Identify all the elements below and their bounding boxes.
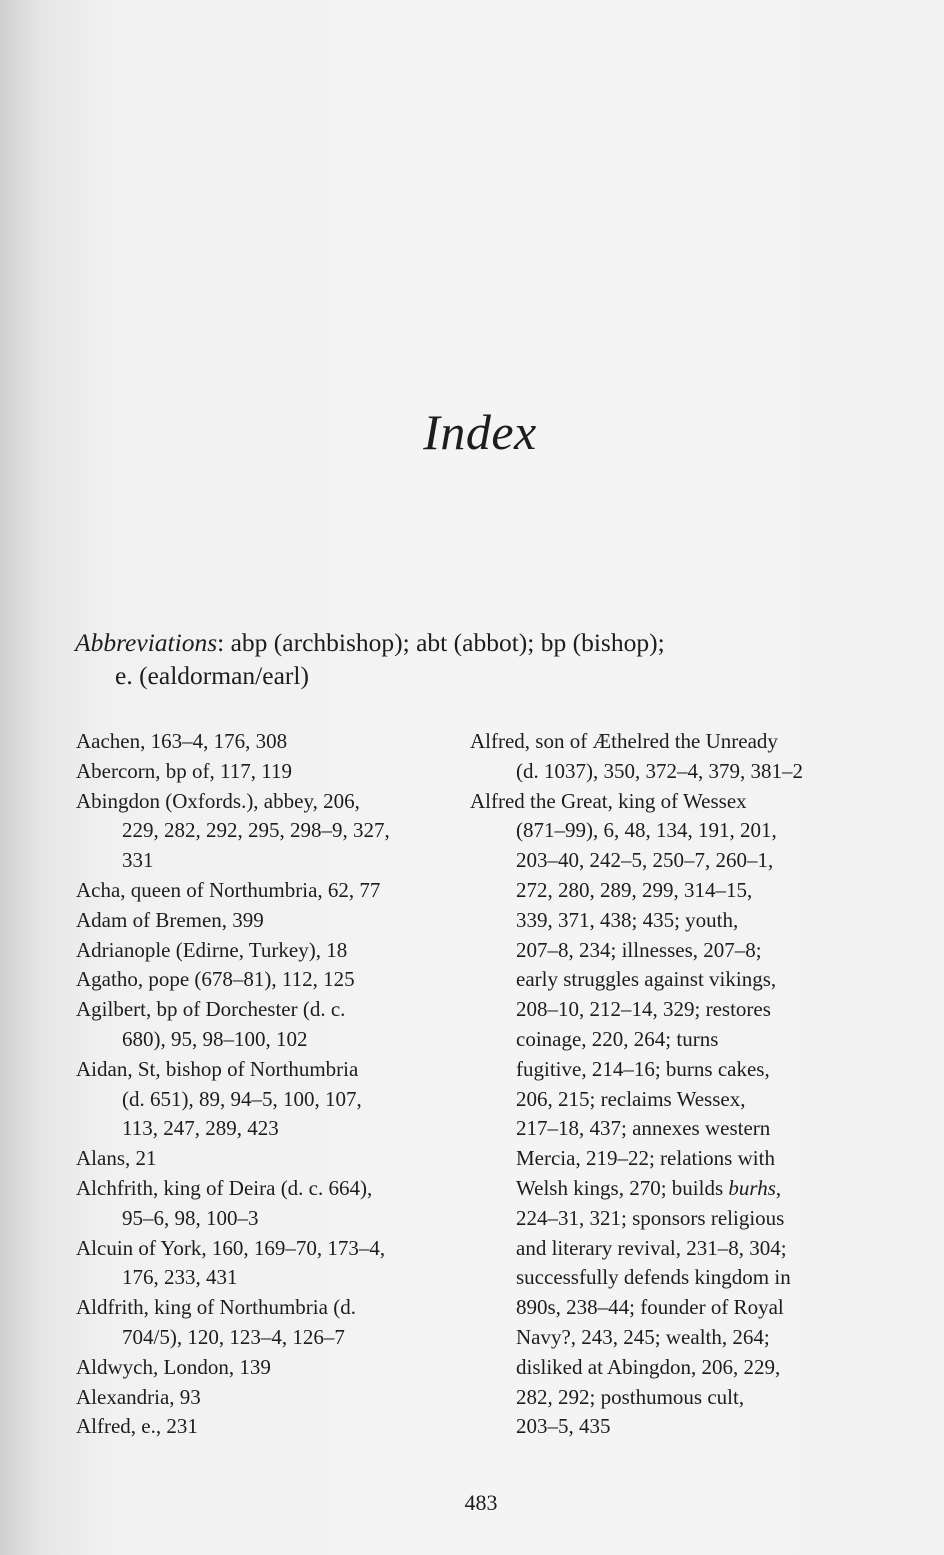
index-entry-heading: Agatho, pope (678–81), 112, 125 <box>76 967 355 992</box>
index-entry-heading: Agilbert, bp of Dorchester (d. c. <box>76 997 346 1022</box>
index-entry-heading: Aachen, 163–4, 176, 308 <box>76 729 288 753</box>
index-entry-heading: Abercorn, bp of, 117, 119 <box>76 758 292 783</box>
abbreviations-list-continued: e. (ealdorman/earl) <box>115 661 309 690</box>
index-entry-continuation: 680), 95, 98–100, 102 <box>122 1026 308 1051</box>
index-entry-continuation: 272, 280, 289, 299, 314–15, <box>516 877 753 902</box>
index-entry-continuation: 282, 292; posthumous cult, <box>516 1384 745 1409</box>
index-entry-continuation: 206, 215; reclaims Wessex, <box>516 1086 746 1111</box>
index-entry-continuation: 113, 247, 289, 423 <box>122 1116 279 1141</box>
index-entry-continuation: (871–99), 6, 48, 134, 191, 201, <box>516 818 777 843</box>
index-entry-heading: Alfred, e., 231 <box>76 1414 198 1439</box>
index-entry-continuation: (d. 1037), 350, 372–4, 379, 381–2 <box>516 758 803 783</box>
index-entry <box>76 1055 456 1144</box>
index-entry-continuation: 704/5), 120, 123–4, 126–7 <box>122 1324 345 1349</box>
index-entry-heading: Aldfrith, king of Northumbria (d. <box>76 1295 356 1320</box>
index-entry-heading: Alcuin of York, 160, 169–70, 173–4, <box>76 1235 386 1260</box>
index-entry-heading: Abingdon (Oxfords.), abbey, 206, <box>76 788 360 813</box>
index-entry-heading: Adrianople (Edirne, Turkey), 18 <box>76 937 348 962</box>
index-entry <box>76 1383 456 1413</box>
index-entry <box>76 1353 456 1383</box>
index-entry <box>76 876 456 906</box>
italic-term: burhs <box>728 1175 776 1200</box>
index-entry-heading: Alexandria, 93 <box>76 1384 201 1409</box>
index-entry-continuation: disliked at Abingdon, 206, 229, <box>516 1354 781 1379</box>
index-entry-continuation: Navy?, 243, 245; wealth, 264; <box>516 1324 770 1349</box>
index-entry <box>76 727 456 757</box>
index-entry-continuation: successfully defends kingdom in <box>516 1265 791 1290</box>
page-title: Index <box>423 404 537 460</box>
index-entry-heading: Aldwych, London, 139 <box>76 1354 271 1379</box>
index-entry-continuation: early struggles against vikings, <box>516 967 777 992</box>
index-entry-continuation: 203–40, 242–5, 250–7, 260–1, <box>516 848 774 873</box>
index-entry-continuation: (d. 651), 89, 94–5, 100, 107, <box>122 1086 362 1111</box>
abbreviations-list: : abp (archbishop); abt (abbot); bp (bishop); <box>217 628 665 657</box>
index-entry <box>76 1412 456 1442</box>
index-entry <box>470 787 848 1443</box>
index-entry-continuation: 224–31, 321; sponsors religious <box>516 1205 785 1230</box>
index-entry-continuation: 217–18, 437; annexes western <box>516 1116 771 1141</box>
index-entry <box>76 995 456 1055</box>
abbreviations-note <box>75 626 775 692</box>
index-entry-heading: Alfred, son of Æthelred the Unready <box>470 729 778 753</box>
index-entry-continuation: fugitive, 214–16; burns cakes, <box>516 1056 770 1081</box>
page-number: 483 <box>464 1490 498 1515</box>
index-entry-heading: Alans, 21 <box>76 1146 157 1171</box>
index-entry-heading: Alfred the Great, king of Wessex <box>470 788 747 813</box>
index-entry <box>470 727 848 787</box>
index-entry-continuation: Mercia, 219–22; relations with <box>516 1146 775 1171</box>
abbreviations-label: Abbreviations <box>75 628 218 657</box>
index-entry <box>76 906 456 936</box>
index-entry-continuation: 890s, 238–44; founder of Royal <box>516 1295 784 1320</box>
index-entry-continuation: 339, 371, 438; 435; youth, <box>516 907 739 932</box>
index-entry <box>76 1293 456 1353</box>
index-entry-continuation: 207–8, 234; illnesses, 207–8; <box>516 937 762 962</box>
index-entry <box>76 787 456 876</box>
index-entry-continuation: Welsh kings, 270; builds burhs, <box>516 1175 782 1200</box>
index-entry <box>76 1144 456 1174</box>
index-column-left <box>76 727 456 1442</box>
index-entry-continuation: 203–5, 435 <box>516 1414 611 1439</box>
index-entry-continuation: coinage, 220, 264; turns <box>516 1026 719 1051</box>
index-entry-continuation: 229, 282, 292, 295, 298–9, 327, <box>122 818 390 843</box>
index-entry <box>76 757 456 787</box>
index-entry-continuation: 208–10, 212–14, 329; restores <box>516 997 771 1022</box>
index-entry-heading: Adam of Bremen, 399 <box>76 907 264 932</box>
index-entry-heading: Aidan, St, bishop of Northumbria <box>76 1056 359 1081</box>
index-entry-heading: Acha, queen of Northumbria, 62, 77 <box>76 877 381 902</box>
index-entry-continuation: 176, 233, 431 <box>122 1265 238 1290</box>
index-entry-heading: Alchfrith, king of Deira (d. c. 664), <box>76 1175 373 1200</box>
index-entry-continuation: 331 <box>122 848 154 873</box>
index-entry <box>76 965 456 995</box>
index-entry <box>76 936 456 966</box>
index-entry-continuation: and literary revival, 231–8, 304; <box>516 1235 787 1260</box>
index-entry <box>76 1234 456 1294</box>
index-entry <box>76 1174 456 1234</box>
index-column-right <box>470 727 848 1442</box>
index-entry-continuation: 95–6, 98, 100–3 <box>122 1205 259 1230</box>
